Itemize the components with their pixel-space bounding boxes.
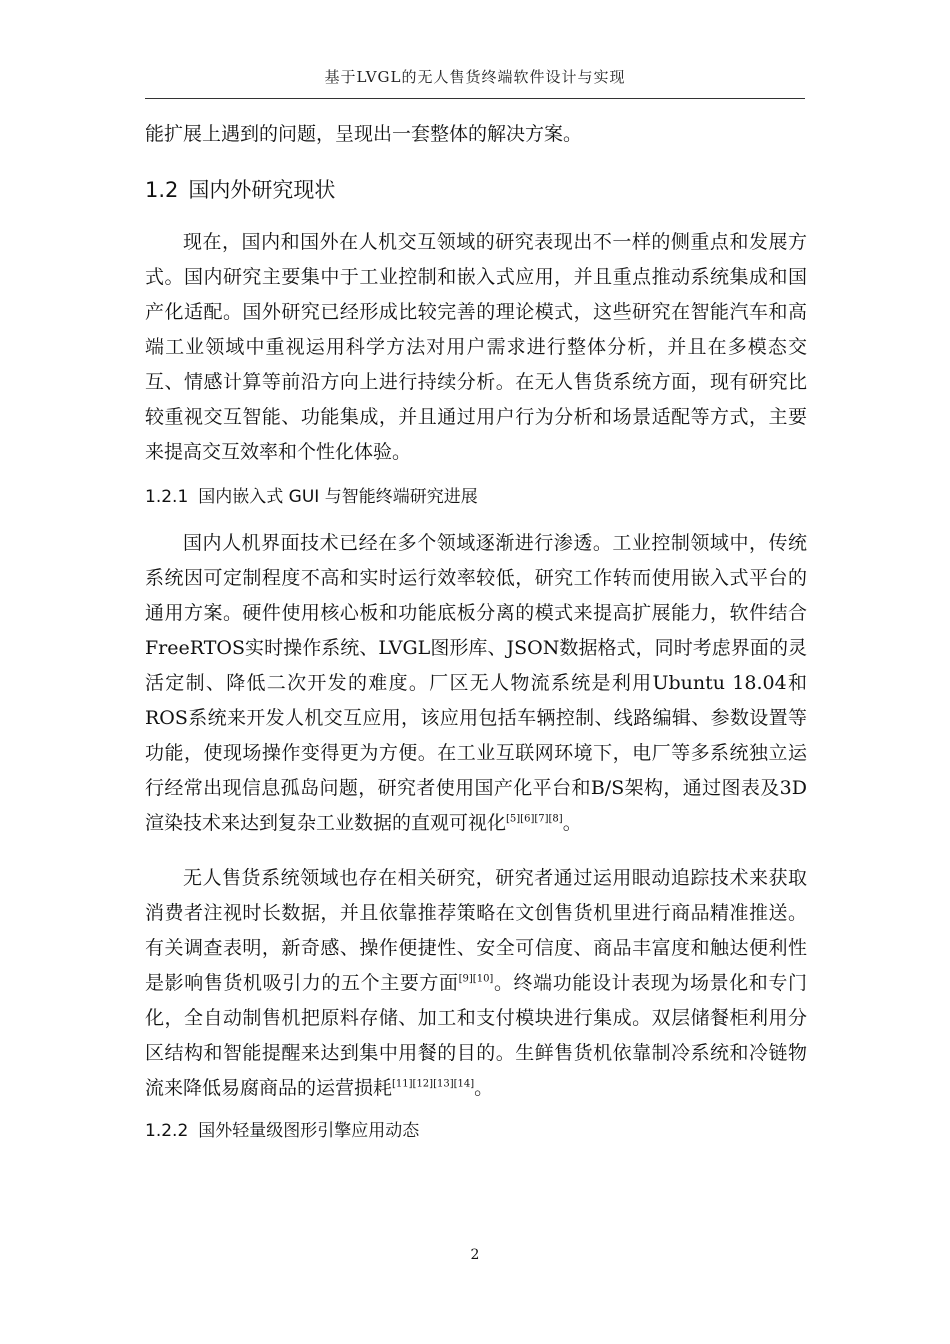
page-number: 2 (470, 1247, 480, 1263)
section-number: 1.2 (145, 178, 179, 202)
subsection-1-2-1-paragraph-2 (145, 861, 807, 1106)
subsection-heading-1-2-2 (145, 1118, 807, 1144)
section-heading-1-2 (145, 175, 807, 205)
paragraph-end: 。 (562, 812, 582, 834)
subsection-1-2-1-paragraph-1 (145, 526, 807, 841)
paragraph-text-continued: 。终端功能设计表现为场景化和专门化，全自动制售机把原料存储、加工和支付模块进行集成。双层储餐柜利用分区结构和智能提醒来达到集中用餐的目的。生鲜售货机依靠制冷系统和冷链物流来降低易腐商品的运营损耗 (145, 972, 807, 1099)
paragraph-end: 。 (474, 1077, 494, 1099)
citation-5-8[interactable]: [5][6][7][8] (506, 813, 563, 825)
subsection-title: 国内嵌入式 GUI 与智能终端研究进展 (198, 487, 478, 507)
paragraph-text: 无人售货系统领域也存在相关研究，研究者通过运用眼动追踪技术来获取消费者注视时长数据，并且依靠推荐策略在文创售货机里进行商品精准推送。有关调查表明，新奇感、操作便捷性、安全可信度、商品丰富度和触达便利性是影响售货机吸引力的五个主要方面 (145, 867, 807, 994)
subsection-number: 1.2.2 (145, 1121, 189, 1141)
subsection-title: 国外轻量级图形引擎应用动态 (198, 1121, 420, 1141)
section-1-2-paragraph: 现在，国内和国外在人机交互领域的研究表现出不一样的侧重点和发展方式。国内研究主要集中于工业控制和嵌入式应用，并且重点推动系统集成和国产化适配。国外研究已经形成比较完善的理论模式，这些研究在智能汽车和高端工业领域中重视运用科学方法对用户需求进行整体分析，并且在多模态交互、情感计算等前沿方向上进行持续分析。在无人售货系统方面，现有研究比较重视交互智能、功能集成，并且通过用户行为分析和场景适配等方式，主要来提高交互效率和个性化体验。 (145, 231, 807, 463)
citation-11-14[interactable]: [11][12][13][14] (392, 1078, 475, 1090)
subsection-number: 1.2.1 (145, 487, 189, 507)
citation-9-10[interactable]: [9][10] (458, 973, 494, 985)
page-body (145, 117, 807, 1144)
continuation-paragraph: 能扩展上遇到的问题，呈现出一套整体的解决方案。 (145, 123, 583, 145)
running-header: 基于LVGL的无人售货终端软件设计与实现 (324, 68, 626, 86)
paragraph-text: 国内人机界面技术已经在多个领域逐渐进行渗透。工业控制领域中，传统系统因可定制程度不高和实时运行效率较低，研究工作转而使用嵌入式平台的通用方案。硬件使用核心板和功能底板分离的模式来提高扩展能力，软件结合FreeRTOS实时操作系统、LVGL图形库、JSON数据格式，同时考虑界面的灵活定制、降低二次开发的难度。厂区无人物流系统是利用Ubuntu 18.04和ROS系统来开发人机交互应用，该应用包括车辆控制、线路编辑、参数设置等功能，使现场操作变得更为方便。在工业互联网环境下，电厂等多系统独立运行经常出现信息孤岛问题，研究者使用国产化平台和B/S架构，通过图表及3D渲染技术来达到复杂工业数据的直观可视化 (145, 532, 807, 834)
header-divider (145, 98, 805, 99)
subsection-heading-1-2-1 (145, 484, 807, 510)
section-title: 国内外研究现状 (188, 178, 336, 202)
